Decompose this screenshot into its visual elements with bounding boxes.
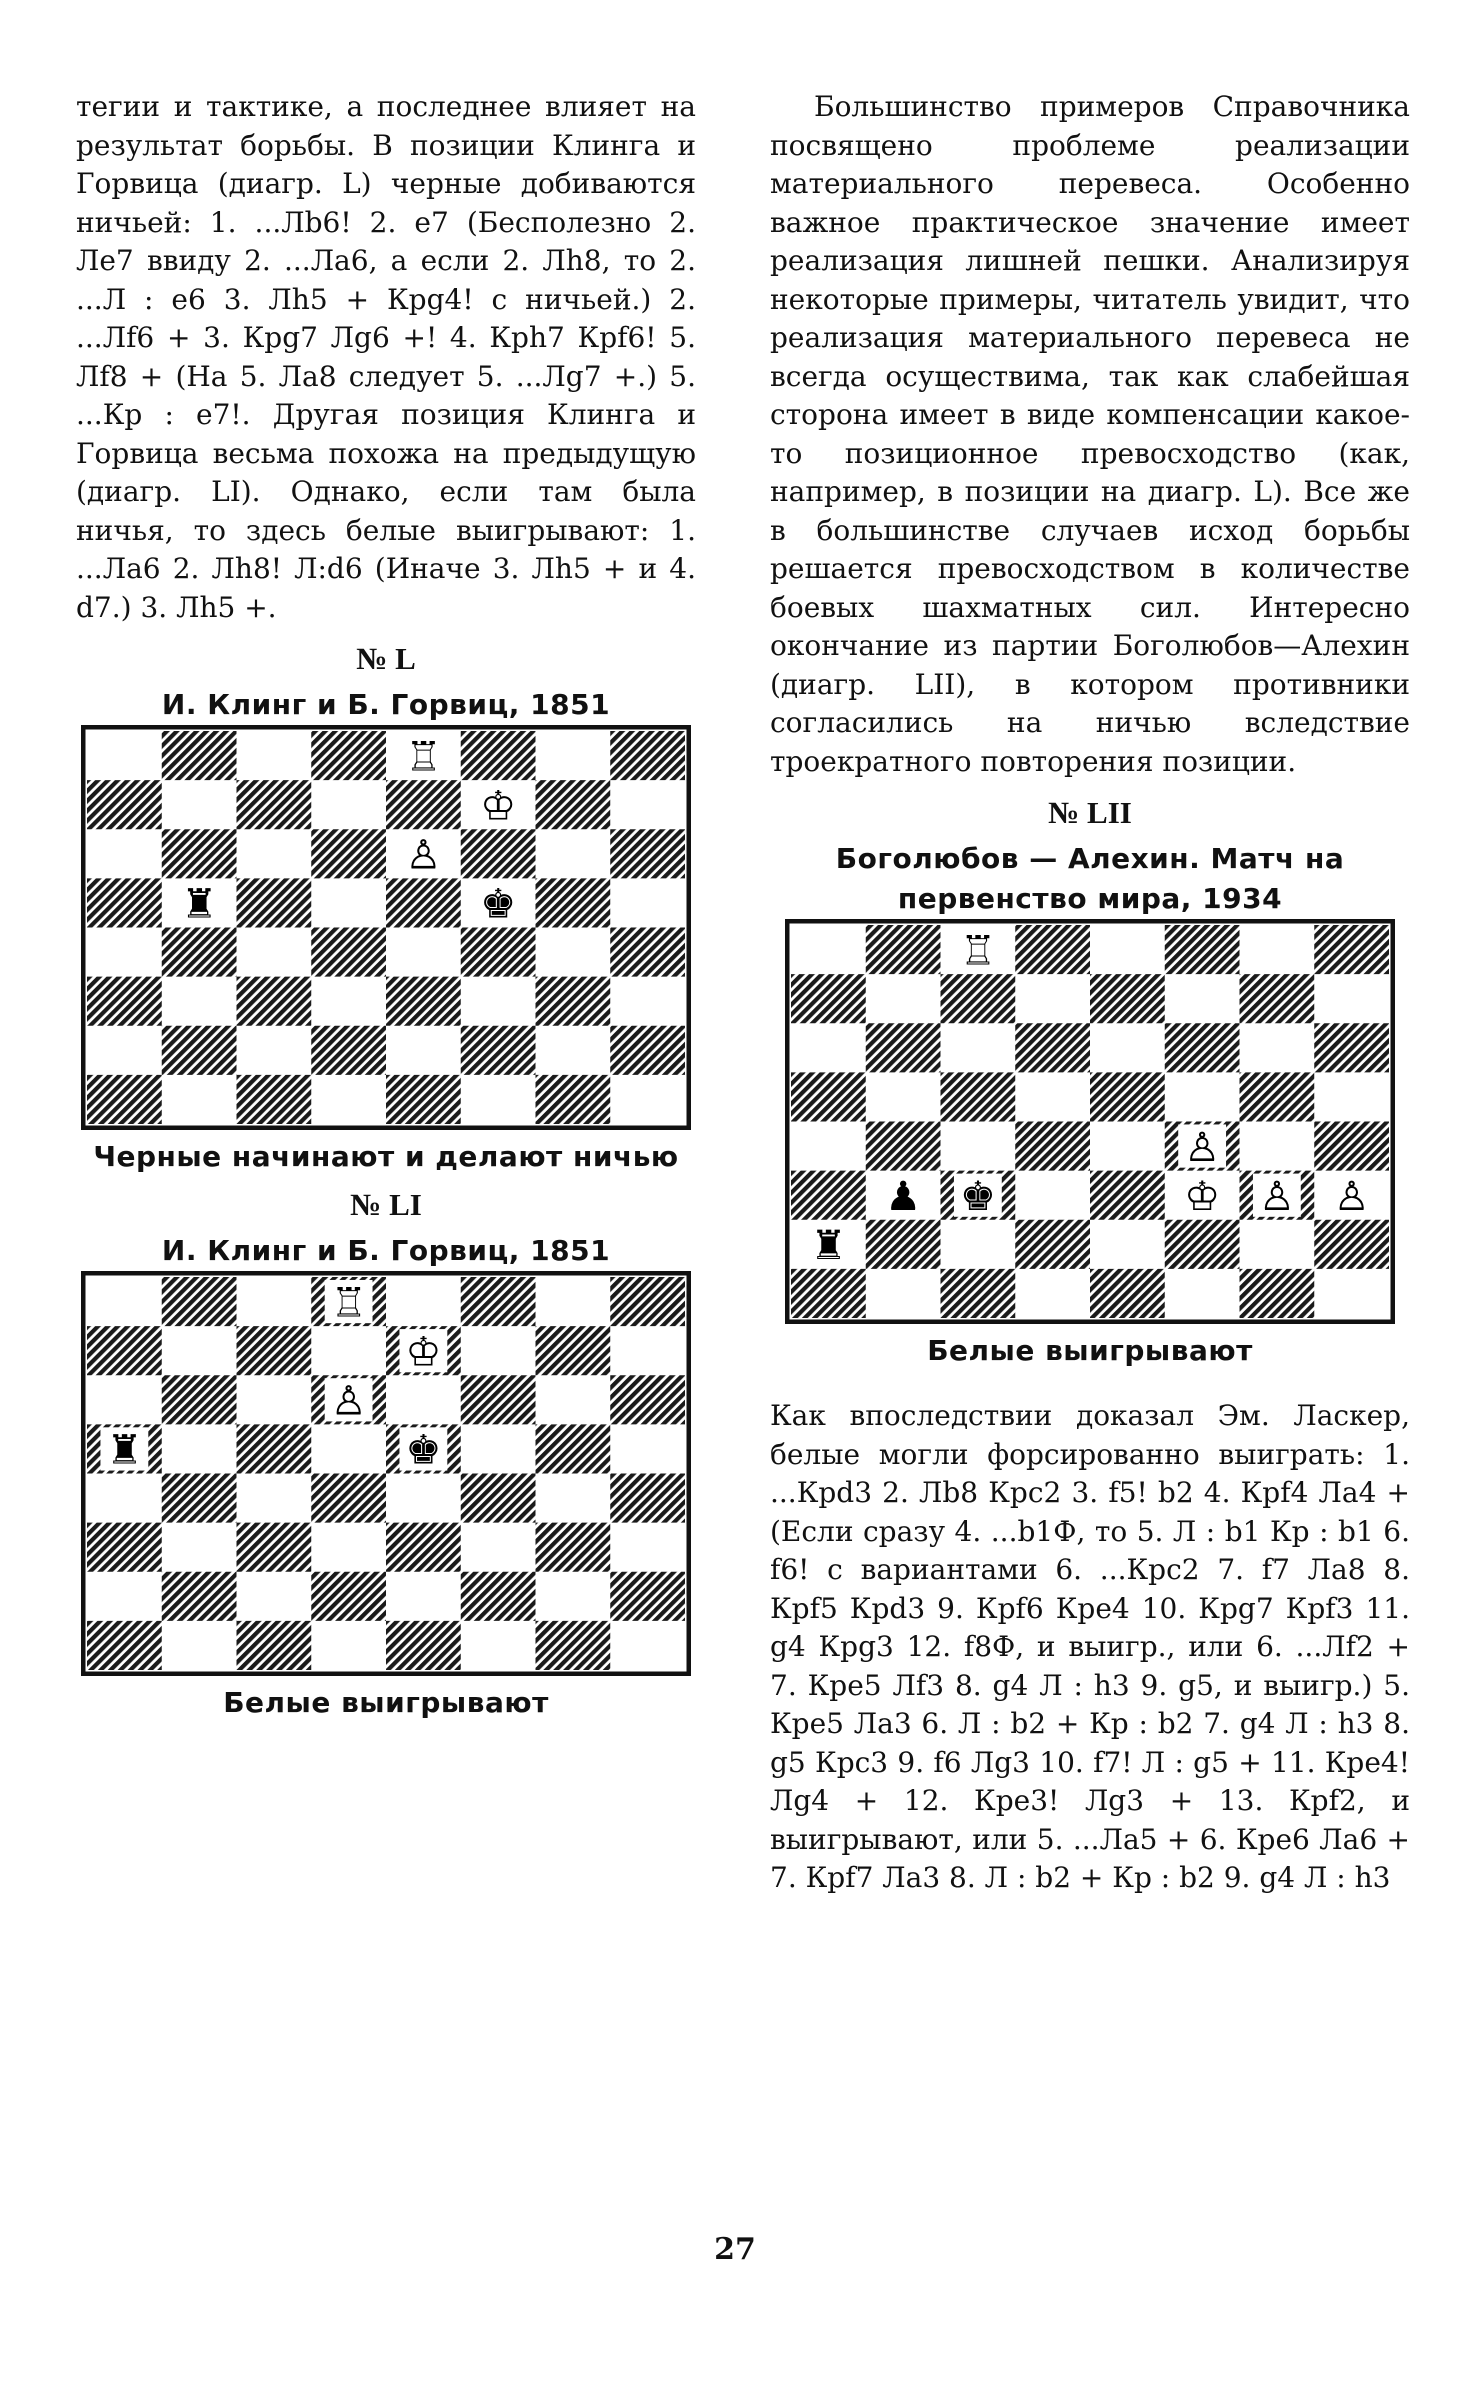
- page-number: 27: [714, 2232, 756, 2267]
- dark-square: [1240, 1269, 1315, 1318]
- black-rook-icon: ♜: [810, 1223, 847, 1270]
- dark-square: [237, 1523, 312, 1572]
- dark-square: [536, 1621, 611, 1670]
- dark-square: [536, 1523, 611, 1572]
- dark-square: [461, 1277, 536, 1326]
- diagram-caption-LI: Белые выигрывают: [223, 1686, 549, 1719]
- dark-square: [461, 928, 536, 977]
- dark-square: [1240, 1072, 1315, 1121]
- white-king-icon: ♔: [1184, 1173, 1221, 1220]
- black-rook-icon: ♜: [181, 881, 218, 928]
- white-pawn-icon: ♙: [330, 1378, 367, 1425]
- white-pawn-icon: ♙: [1184, 1124, 1221, 1171]
- right-intro-text: Большинство примеров Справочника посвящено проблеме реализации материального перевеса. Особенно важное практическое значение имеет реализация лишней пешки. Анализируя некоторые примеры, читатель увидит, что реализация материального перевеса не всегда осуществима, так как слабейшая сторона имеет в виде компенсации какое-то позиционное превосходство (как, например, в позиции на диагр. L). Все же в большинстве случаев исход борьбы решается превосходством в количестве боевых шахматных сил. Интересно окончание из партии Боголюбов—Алехин (диагр. LII), в котором противники согласились на ничью вследствие троекратного повторения позиции.: [770, 90, 1410, 778]
- dark-square: [461, 1572, 536, 1621]
- diagram-title-LI: И. Клинг и Б. Горвиц, 1851: [161, 1234, 611, 1267]
- dark-square: [237, 1075, 312, 1124]
- diagram-caption-L: Черные начинают и делают ничью: [93, 1140, 679, 1173]
- dark-square: [791, 1269, 866, 1318]
- diagram-number-LII: № LII: [1048, 795, 1132, 830]
- dark-square: [311, 1572, 386, 1621]
- dark-square: [162, 1474, 237, 1523]
- dark-square: [1090, 1171, 1165, 1220]
- black-pawn-icon: ♟: [885, 1173, 922, 1220]
- dark-square: [536, 1075, 611, 1124]
- diagram-title-LII-line1: Боголюбов — Алехин. Матч на: [835, 842, 1345, 875]
- chessboard-L: [81, 725, 691, 1130]
- black-king-icon: ♚: [405, 1427, 442, 1474]
- dark-square: [866, 1122, 941, 1171]
- white-pawn-icon: ♙: [405, 832, 442, 879]
- dark-square: [1090, 1072, 1165, 1121]
- black-rook-icon: ♜: [106, 1427, 143, 1474]
- dark-square: [386, 780, 461, 829]
- dark-square: [1314, 1122, 1389, 1171]
- diagram-number-L: № L: [356, 641, 416, 676]
- dark-square: [87, 977, 162, 1026]
- dark-square: [386, 1523, 461, 1572]
- chessboard-LI: [81, 1271, 691, 1676]
- dark-square: [941, 1269, 1016, 1318]
- dark-square: [237, 977, 312, 1026]
- white-pawn-icon: ♙: [1333, 1173, 1370, 1220]
- dark-square: [461, 1026, 536, 1075]
- diagram-title-L: И. Клинг и Б. Горвиц, 1851: [161, 688, 611, 721]
- dark-square: [536, 878, 611, 927]
- dark-square: [87, 1523, 162, 1572]
- dark-square: [1015, 1220, 1090, 1269]
- dark-square: [941, 1072, 1016, 1121]
- dark-square: [1165, 925, 1240, 974]
- dark-square: [162, 731, 237, 780]
- dark-square: [610, 1572, 685, 1621]
- dark-square: [610, 928, 685, 977]
- white-rook-icon: ♖: [330, 1280, 367, 1327]
- dark-square: [162, 928, 237, 977]
- dark-square: [866, 1023, 941, 1072]
- dark-square: [311, 829, 386, 878]
- black-king-icon: ♚: [480, 881, 517, 928]
- chessboard-LII: [785, 919, 1395, 1324]
- dark-square: [311, 1026, 386, 1075]
- dark-square: [237, 1326, 312, 1375]
- diagram-number-LI: № LI: [350, 1187, 422, 1222]
- dark-square: [791, 1072, 866, 1121]
- dark-square: [536, 977, 611, 1026]
- dark-square: [87, 780, 162, 829]
- dark-square: [386, 1621, 461, 1670]
- dark-square: [87, 1326, 162, 1375]
- dark-square: [461, 829, 536, 878]
- right-column: [770, 88, 1410, 1898]
- dark-square: [536, 1326, 611, 1375]
- dark-square: [87, 1075, 162, 1124]
- dark-square: [162, 1572, 237, 1621]
- dark-square: [1314, 1220, 1389, 1269]
- dark-square: [1015, 1122, 1090, 1171]
- dark-square: [610, 1277, 685, 1326]
- dark-square: [162, 829, 237, 878]
- dark-square: [386, 1075, 461, 1124]
- white-rook-icon: ♖: [405, 734, 442, 781]
- dark-square: [610, 1375, 685, 1424]
- dark-square: [1240, 974, 1315, 1023]
- white-rook-icon: ♖: [959, 928, 996, 975]
- dark-square: [791, 974, 866, 1023]
- dark-square: [610, 1474, 685, 1523]
- dark-square: [610, 1026, 685, 1075]
- dark-square: [162, 1375, 237, 1424]
- dark-square: [866, 925, 941, 974]
- dark-square: [87, 1621, 162, 1670]
- left-column: [76, 88, 696, 1719]
- dark-square: [461, 1474, 536, 1523]
- dark-square: [87, 878, 162, 927]
- white-king-icon: ♔: [405, 1329, 442, 1376]
- diagram-title-LII-line2: первенство мира, 1934: [897, 882, 1283, 915]
- dark-square: [386, 878, 461, 927]
- dark-square: [1165, 1023, 1240, 1072]
- dark-square: [536, 1424, 611, 1473]
- dark-square: [1165, 1220, 1240, 1269]
- dark-square: [162, 1026, 237, 1075]
- white-pawn-icon: ♙: [1258, 1173, 1295, 1220]
- white-king-icon: ♔: [480, 783, 517, 830]
- dark-square: [237, 1424, 312, 1473]
- right-analysis-text: Как впоследствии доказал Эм. Ласкер, белые могли форсированно выиграть: 1. ...Крd3 2. Лb8 Крс2 3. f5! b2 4. Крf4 Ла4 + (Если сразу 4. ...b1Ф, то 5. Л : b1 Кр : b1 6. f6! с вариантами 6. ...Крс2 7. f7 Ла8 8. Крf5 Крd3 9. Крf6 Кре4 10. Крg7 Крf3 11. g4 Крg3 12. f8Ф, и выигр., или 6. ...Лf2 + 7. Кре5 Лf3 8. g4 Л : h3 9. g5, и выигр.) 5. Кре5 Ла3 6. Л : b2 + Кр : b2 7. g4 Л : h3 8. g5 Крс3 9. f6 Лg3 10. f7! Л : g5 + 11. Кре4! Лg4 + 12. Кре3! Лg3 + 13. Крf2, и выигрывают, или 5. ...Ла5 + 6. Кре6 Ла6 + 7. Крf7 Ла3 8. Л : b2 + Кр : b2 9. g4 Л : h3: [770, 1399, 1410, 1894]
- dark-square: [610, 829, 685, 878]
- dark-square: [941, 974, 1016, 1023]
- dark-square: [311, 731, 386, 780]
- dark-square: [237, 780, 312, 829]
- dark-square: [461, 1375, 536, 1424]
- dark-square: [610, 731, 685, 780]
- dark-square: [237, 1621, 312, 1670]
- dark-square: [866, 1220, 941, 1269]
- dark-square: [386, 977, 461, 1026]
- dark-square: [237, 878, 312, 927]
- dark-square: [162, 1277, 237, 1326]
- dark-square: [461, 731, 536, 780]
- dark-square: [1314, 925, 1389, 974]
- dark-square: [1090, 1269, 1165, 1318]
- left-intro-text: тегии и тактике, а последнее влияет на результат борьбы. В позиции Клинга и Горвица (диагр. L) черные добиваются ничьей: 1. ...Лb6! 2. е7 (Бесполезно 2. Ле7 ввиду 2. ...Ла6, а если 2. Лh8, то 2. ...Л : е6 3. Лh5 + Крg4! с ничьей.) 2. ...Лf6 + 3. Крg7 Лg6 +! 4. Крh7 Крf6! 5. Лf8 + (На 5. Ла8 следует 5. ...Лg7 +.) 5. ...Кр : е7!. Другая позиция Клинга и Горвица весьма похожа на предыдущую (диагр. LI). Однако, если там была ничья, то здесь белые выигрывают: 1. ...Ла6 2. Лh8! Л:d6 (Иначе 3. Лh5 + и 4. d7.) 3. Лh5 +.: [76, 90, 696, 624]
- dark-square: [1015, 925, 1090, 974]
- dark-square: [311, 928, 386, 977]
- black-king-icon: ♚: [959, 1173, 996, 1220]
- dark-square: [791, 1171, 866, 1220]
- diagram-caption-LII: Белые выигрывают: [927, 1334, 1253, 1367]
- dark-square: [1314, 1023, 1389, 1072]
- dark-square: [311, 1474, 386, 1523]
- dark-square: [1015, 1023, 1090, 1072]
- dark-square: [536, 780, 611, 829]
- dark-square: [1090, 974, 1165, 1023]
